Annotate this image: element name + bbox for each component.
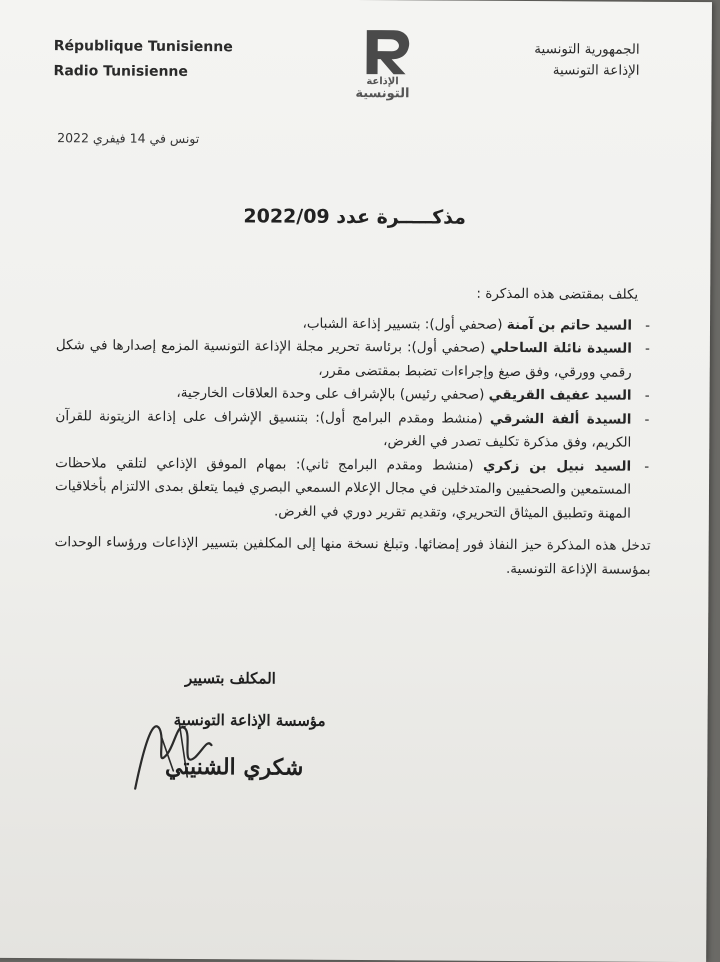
memo-intro: يكلف بمقتضى هذه المذكرة :: [476, 285, 639, 303]
assignment-list: [55, 311, 654, 526]
signature-title: المكلف بتسيير: [184, 668, 276, 688]
assignment-text: (صحفي رئيس) بالإشراف على وحدة العلاقات الخارجية،: [176, 384, 489, 403]
memo-body: [54, 280, 654, 582]
assignment-text: (صحفي أول): بتسيير إذاعة الشباب،: [302, 315, 507, 333]
memo-title: مذكـــــرة عدد 2022/09: [243, 205, 466, 229]
logo-caption-line2: التونسية: [355, 85, 410, 102]
assignment-text: (منشط ومقدم البرامج ثاني): بمهام الموفق الإذاعي لتلقي ملاحظات المستمعين والصحفيين والمتدخلين في مجال الإعلام السمعي البصري فيما يتعلق بمدى الالتزام بأخلاقيات المهنة وتطبيق الميثاق التحريري، وتقديم تقرير دوري في الغرض.: [54, 454, 632, 522]
assignee-name: السيد حاتم بن آمنة: [506, 316, 633, 334]
assignee-name: السيدة نائلة الساحلي: [490, 339, 632, 357]
signatory-name: شكري الشنيتي: [164, 753, 304, 781]
assignment-item: [55, 452, 653, 526]
radio-label-fr: Radio Tunisienne: [53, 63, 188, 80]
list-dash: -: [644, 458, 650, 475]
signature-block: [53, 650, 334, 800]
assignee-name: السيد عفيف القريقي: [488, 386, 632, 404]
logo-caption: [349, 76, 415, 101]
memo-closing: تدخل هذه المذكرة حيز النفاذ فور إمضائها. وتبلغ نسخة منها إلى المكلفين بتسيير الإذاعات ورؤساء الوحدات بمؤسسة الإذاعة التونسية.: [54, 534, 651, 578]
assignment-text: (منشط ومقدم البرامج أول): بتنسيق الإشراف على إذاعة الزيتونة للقرآن الكريم، وفق مذكرة تكليف تصدر في الغرض،: [55, 407, 632, 451]
list-dash: -: [645, 317, 651, 334]
assignment-item: [56, 334, 654, 385]
republic-label-fr: République Tunisienne: [53, 38, 233, 56]
list-dash: -: [644, 411, 650, 428]
header-arabic: [534, 39, 640, 82]
header-french: [53, 34, 232, 85]
assignee-name: السيد نبيل بن زكري: [482, 457, 632, 475]
logo-caption-line1: الإذاعة: [366, 76, 399, 88]
assignment-item: [55, 405, 653, 456]
list-dash: -: [644, 340, 650, 357]
republic-label-ar: الجمهورية التونسية: [534, 41, 640, 58]
assignment-text: (صحفي أول): برئاسة تحرير مجلة الإذاعة التونسية المزمع إصدارها في شكل رقمي وورقي، وفق صيغ وإجراءات تضبط بمقتضى مقرر،: [55, 337, 632, 381]
signature-organization: مؤسسة الإذاعة التونسية: [173, 710, 326, 730]
assignee-name: السيدة ألفة الشرقي: [489, 410, 632, 428]
radio-label-ar: الإذاعة التونسية: [552, 62, 640, 79]
memo-date: تونس في 14 فيفري 2022: [57, 130, 200, 147]
list-dash: -: [644, 387, 650, 404]
